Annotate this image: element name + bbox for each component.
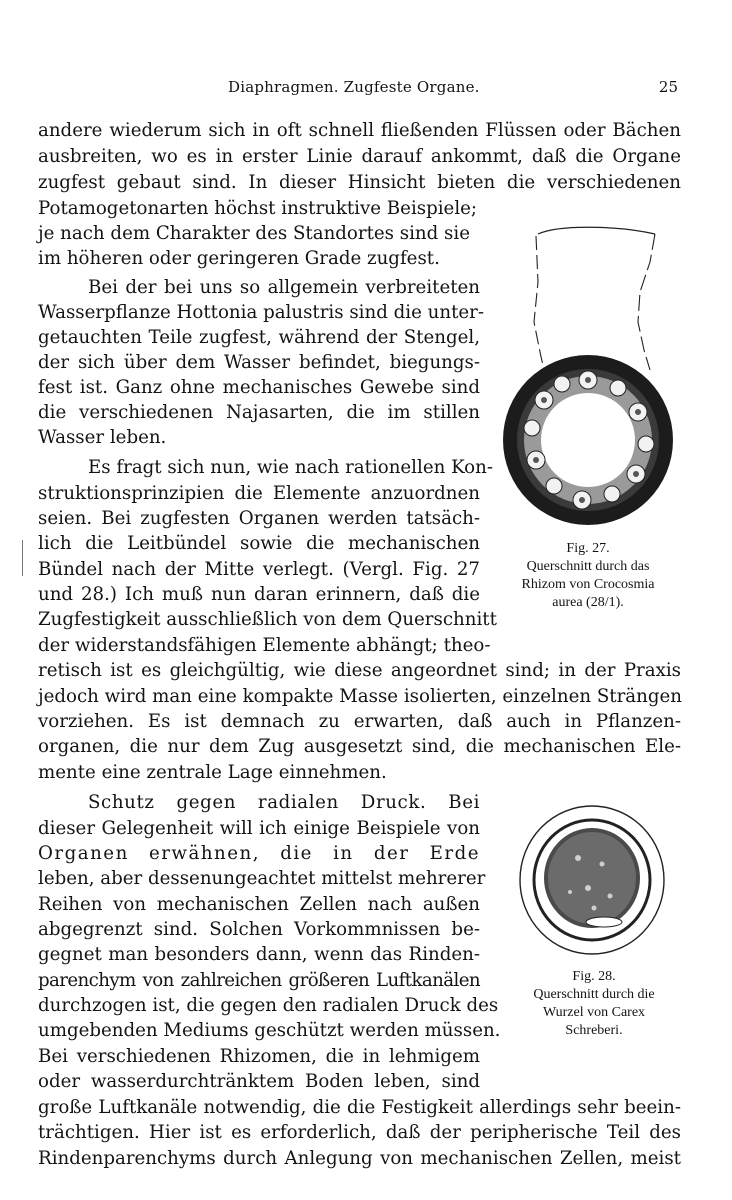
text-line: leben, aber dessenungeachtet mittelst mehrerer bbox=[38, 868, 486, 889]
figure-28-caption bbox=[508, 968, 680, 1040]
text-line: der widerstandsfähigen Elemente abhängt; theo- bbox=[38, 635, 491, 656]
section-heading-line: Schutz gegen radialen Druck. Bei bbox=[88, 792, 480, 813]
text-line: Zugfestigkeit ausschließlich von dem Querschnitt bbox=[38, 609, 497, 630]
figure-28-caption-line: Querschnitt durch die bbox=[533, 987, 655, 1002]
text-line: Wasserpflanze Hottonia palustris sind die unter- bbox=[38, 302, 484, 323]
text-line: seien. Bei zugfesten Organen werden tatsäch- bbox=[38, 508, 480, 529]
text-line: Reihen von mechanischen Zellen nach außen bbox=[38, 894, 480, 915]
text-line: mente eine zentrale Lage einnehmen. bbox=[38, 762, 387, 783]
text-line: organen, die nur dem Zug ausgesetzt sind, die mechanischen Ele- bbox=[38, 736, 681, 757]
text-line: lich die Leitbündel sowie die mechanischen bbox=[38, 533, 480, 554]
text-line: oder wasserdurchtränktem Boden leben, sind bbox=[38, 1071, 480, 1092]
text-line: Bei verschiedenen Rhizomen, die in lehmigem bbox=[38, 1046, 480, 1067]
text-line: umgebenden Mediums geschützt werden müssen. bbox=[38, 1020, 501, 1041]
text-line: große Luftkanäle notwendig, die die Festigkeit allerdings sehr beein- bbox=[38, 1097, 681, 1118]
figure-27-label: Fig. 27. bbox=[566, 541, 610, 556]
figure-27-caption-line: aurea (28/1). bbox=[552, 595, 624, 610]
text-line: abgegrenzt sind. Solchen Vorkommnissen be- bbox=[38, 919, 480, 940]
text-line: struktionsprinzipien die Elemente anzuordnen bbox=[38, 483, 480, 504]
text-line: durchzogen ist, die gegen den radialen Druck des bbox=[38, 995, 499, 1016]
figure-27-caption-line: Rhizom von Crocosmia bbox=[521, 577, 655, 592]
text-line: Organen erwähnen, die in der Erde bbox=[38, 843, 480, 864]
running-title: Diaphragmen. Zugfeste Organe. bbox=[228, 78, 480, 96]
text-line: ausbreiten, wo es in erster Linie darauf ankommt, daß die Organe bbox=[38, 146, 681, 167]
running-header bbox=[0, 78, 732, 102]
text-line: zugfest gebaut sind. In dieser Hinsicht bieten die verschiedenen bbox=[38, 172, 681, 193]
text-line: andere wiederum sich in oft schnell fließenden Flüssen oder Bächen bbox=[38, 120, 681, 141]
text-line: jedoch wird man eine kompakte Masse isolierten, einzelnen Strängen bbox=[38, 686, 682, 707]
text-line: trächtigen. Hier ist es erforderlich, daß der peripherische Teil des bbox=[38, 1122, 681, 1143]
text-line: Potamogetonarten höchst instruktive Beispiele; bbox=[38, 198, 478, 219]
text-line: die verschiedenen Najasarten, die im stillen bbox=[38, 402, 480, 423]
figure-27-caption bbox=[500, 540, 676, 612]
text-line: getauchten Teile zugfest, während der Stengel, bbox=[38, 327, 480, 348]
print-mark bbox=[22, 540, 23, 576]
text-line: im höheren oder geringeren Grade zugfest. bbox=[38, 248, 440, 269]
figure-28-illustration bbox=[518, 800, 668, 960]
text-line: Bei der bei uns so allgemein verbreiteten bbox=[88, 277, 480, 298]
text-line: vorziehen. Es ist demnach zu erwarten, daß auch in Pflanzen- bbox=[38, 711, 681, 732]
figure-28-caption-line: Wurzel von Carex bbox=[542, 1005, 646, 1020]
text-line: Bündel nach der Mitte verlegt. (Vergl. Fig. 27 bbox=[38, 559, 480, 580]
text-line: retisch ist es gleichgültig, wie diese angeordnet sind; in der Praxis bbox=[38, 660, 681, 681]
figure-27-caption-line: Querschnitt durch das bbox=[526, 559, 650, 574]
text-line: Rindenparenchyms durch Anlegung von mechanischen Zellen, meist bbox=[38, 1148, 681, 1169]
text-line: Wasser leben. bbox=[38, 427, 167, 448]
text-line: parenchym von zahlreichen größeren Luftkanälen bbox=[38, 970, 480, 991]
text-line: gegnet man besonders dann, wenn das Rinden- bbox=[38, 944, 480, 965]
text-line: Es fragt sich nun, wie nach rationellen Kon- bbox=[88, 457, 493, 478]
page-number: 25 bbox=[658, 78, 678, 96]
text-line: und 28.) Ich muß nun daran erinnern, daß die bbox=[38, 584, 480, 605]
text-line: dieser Gelegenheit will ich einige Beispiele von bbox=[38, 818, 480, 839]
text-line: fest ist. Ganz ohne mechanisches Gewebe sind bbox=[38, 377, 480, 398]
figure-27-illustration bbox=[500, 222, 690, 540]
text-line: der sich über dem Wasser befindet, biegungs- bbox=[38, 352, 480, 373]
figure-28-label: Fig. 28. bbox=[572, 969, 616, 984]
figure-28-caption-line: Schreberi. bbox=[565, 1023, 623, 1038]
text-line: je nach dem Charakter des Standortes sind sie bbox=[38, 223, 470, 244]
